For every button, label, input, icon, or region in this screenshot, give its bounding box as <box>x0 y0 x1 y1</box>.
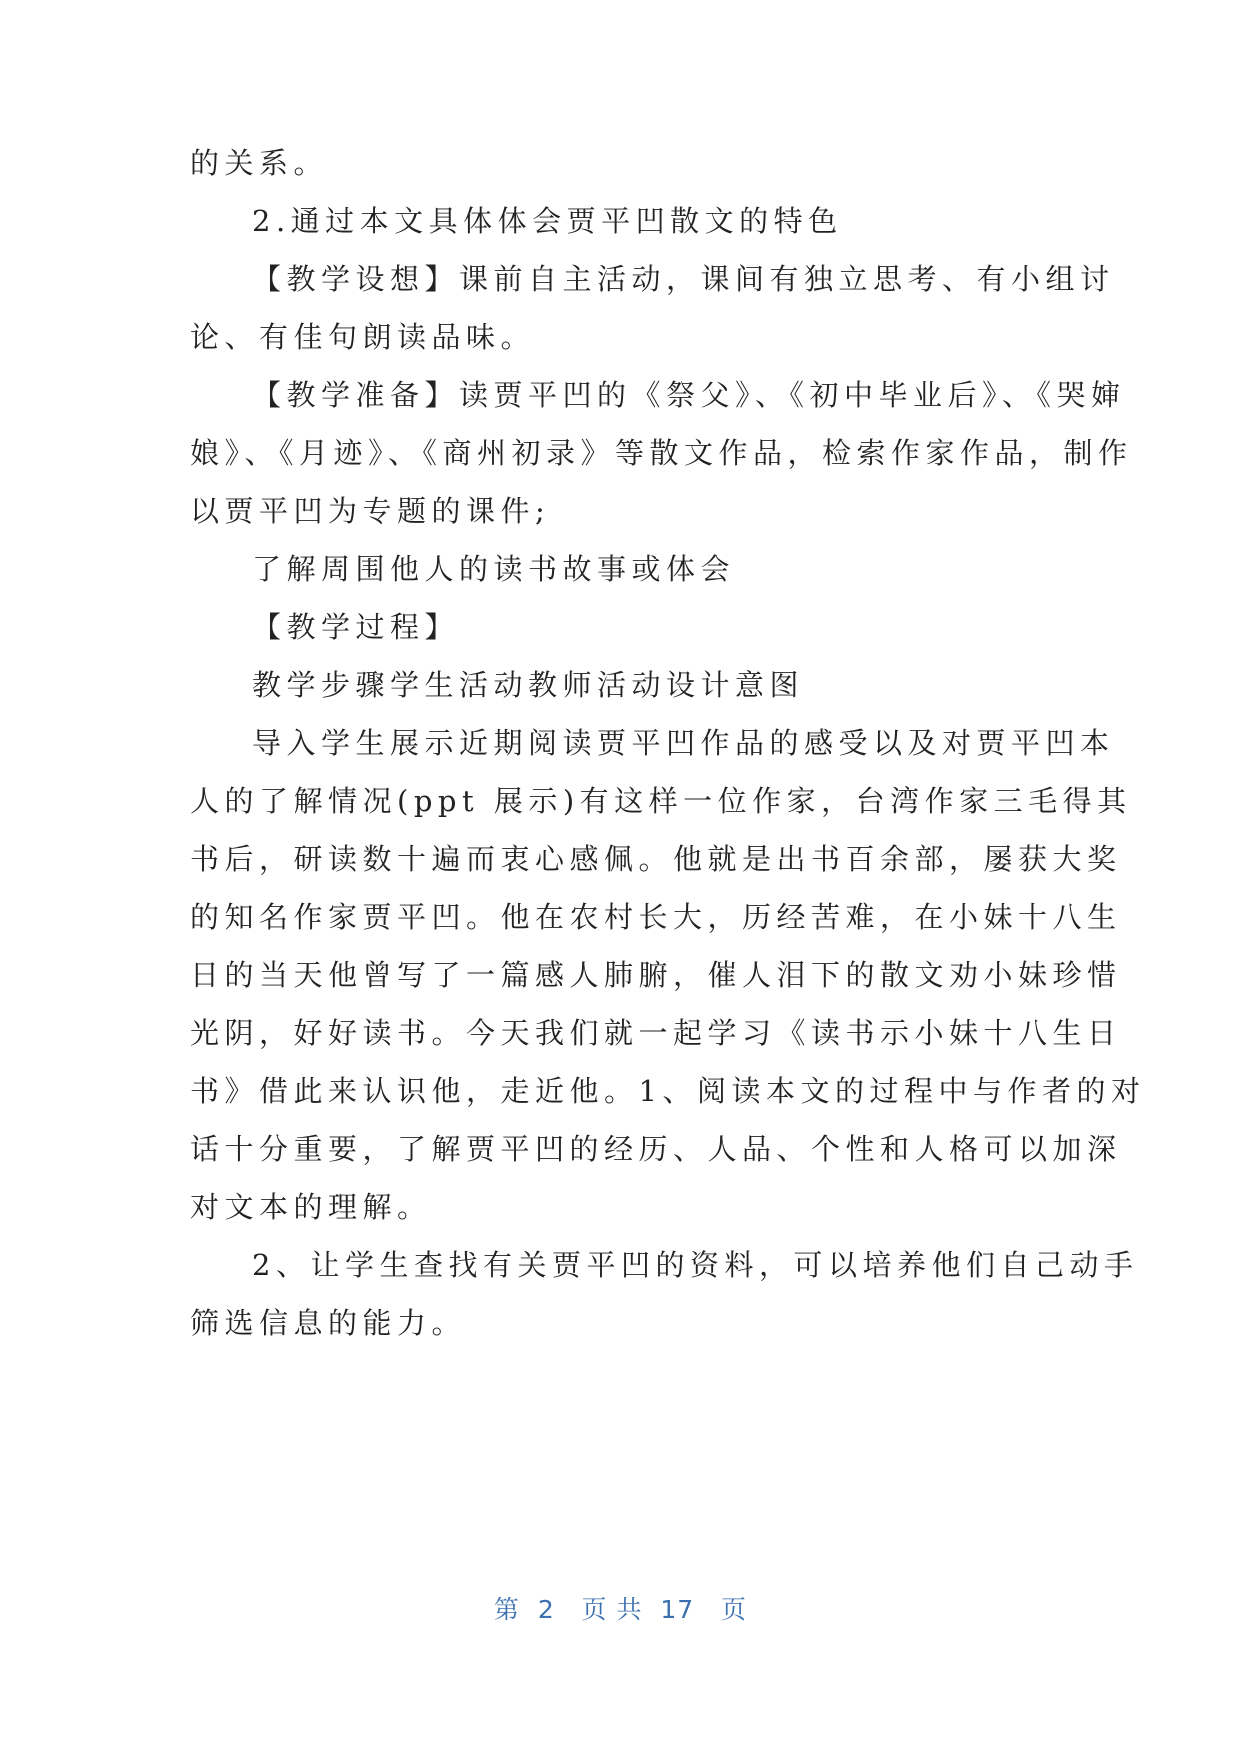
text-line: 筛选信息的能力。 <box>190 1306 467 1340</box>
text-line: 教学步骤学生活动教师活动设计意图 <box>252 668 805 702</box>
page-number-footer: 第 2 页 共 17 页 <box>493 1595 748 1624</box>
text-line: 话十分重要，了解贾平凹的经历、人品、个性和人格可以加深 <box>190 1132 1122 1166</box>
text-line: 了解周围他人的读书故事或体会 <box>252 552 736 586</box>
text-line: 的关系。 <box>190 146 329 180</box>
text-line: 日的当天他曾写了一篇感人肺腑，催人泪下的散文劝小妹珍惜 <box>190 958 1122 992</box>
text-line: 书后，研读数十遍而衷心感佩。他就是出书百余部，屡获大奖 <box>190 842 1122 876</box>
text-line: 娘》、《月迹》、《商州初录》等散文作品，检索作家作品，制作 <box>190 436 1133 470</box>
text-line: 人的了解情况(ppt 展示)有这样一位作家，台湾作家三毛得其 <box>190 784 1132 818</box>
text-line: 对文本的理解。 <box>190 1190 432 1224</box>
text-line: 2.通过本文具体体会贾平凹散文的特色 <box>252 204 843 238</box>
text-line: 论、有佳句朗读品味。 <box>190 320 536 354</box>
text-line: 【教学准备】读贾平凹的《祭父》、《初中毕业后》、《哭婶 <box>252 378 1126 412</box>
text-line: 导入学生展示近期阅读贾平凹作品的感受以及对贾平凹本 <box>252 726 1115 760</box>
text-line: 【教学设想】课前自主活动，课间有独立思考、有小组讨 <box>252 262 1115 296</box>
text-line: 2、让学生查找有关贾平凹的资料，可以培养他们自己动手 <box>252 1248 1139 1282</box>
text-line: 书》借此来认识他，走近他。1、阅读本文的过程中与作者的对 <box>190 1074 1146 1108</box>
text-line: 的知名作家贾平凹。他在农村长大，历经苦难，在小妹十八生 <box>190 900 1122 934</box>
text-line: 光阴，好好读书。今天我们就一起学习《读书示小妹十八生日 <box>190 1016 1122 1050</box>
section-heading: 【教学过程】 <box>252 610 460 644</box>
text-line: 以贾平凹为专题的课件; <box>190 494 551 528</box>
